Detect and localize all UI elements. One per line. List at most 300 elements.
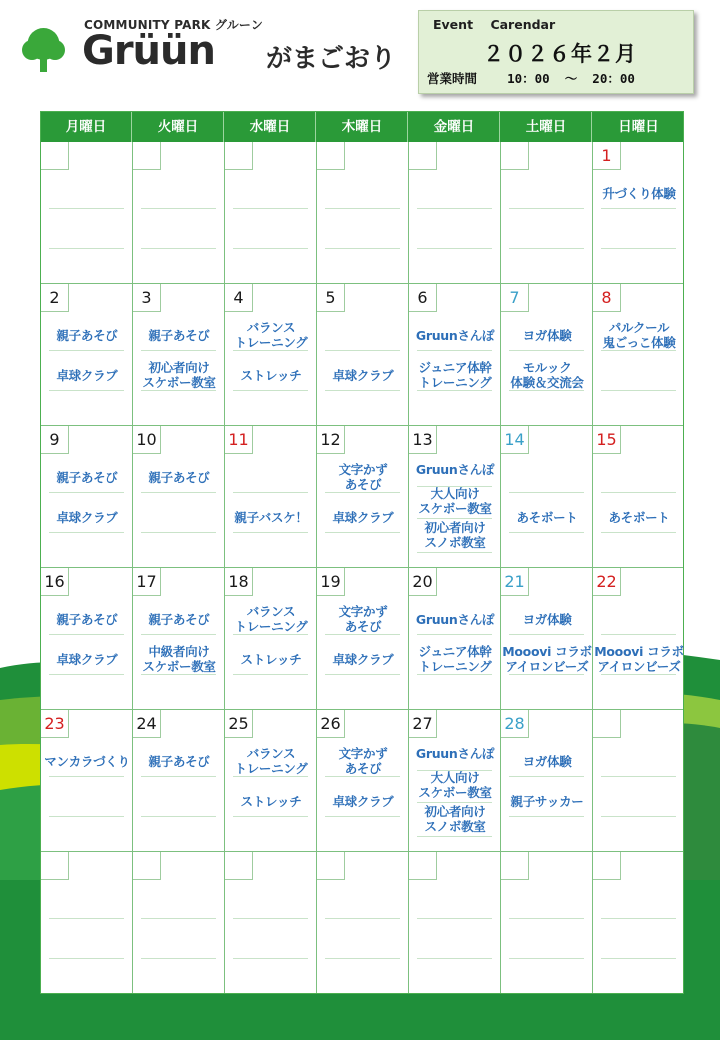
event-slot-line	[233, 248, 308, 249]
event-label-line: ヨガ体験	[522, 328, 572, 343]
day-number: 12	[317, 426, 345, 454]
day-number	[593, 710, 621, 738]
event-slot-line	[141, 390, 216, 391]
event-slot-line	[141, 634, 216, 635]
event-label	[41, 368, 133, 383]
day-number: 26	[317, 710, 345, 738]
event-label	[409, 328, 501, 343]
event-info-box	[418, 10, 694, 94]
calendar-day-cell	[501, 284, 593, 426]
calendar-day-cell	[593, 142, 683, 284]
weekday-sat: 土曜日	[501, 112, 592, 142]
calendar-month: ２０２６年２月	[483, 42, 637, 66]
calendar-day-cell	[317, 142, 409, 284]
event-slot-line	[417, 634, 492, 635]
event-slot-line	[601, 532, 676, 533]
calendar-day-cell	[593, 852, 683, 993]
event-slot-line	[49, 918, 124, 919]
event-label-line: Gruunさんぽ	[415, 612, 495, 627]
event-label	[409, 746, 501, 761]
brand-logo	[22, 14, 422, 84]
event-slot-line	[417, 918, 492, 919]
calendar-day-cell	[409, 852, 501, 993]
weekday-mon: 月曜日	[41, 112, 132, 142]
day-number: 6	[409, 284, 437, 312]
event-slot-line	[325, 674, 400, 675]
event-label	[133, 470, 225, 485]
event-label-line: バランス	[246, 746, 296, 761]
event-slot-line	[417, 552, 492, 553]
event-slot-line	[233, 390, 308, 391]
event-label-line: 親子あそび	[56, 612, 118, 627]
event-label	[409, 360, 501, 390]
day-number	[317, 142, 345, 170]
event-label-line: 体験＆交流会	[510, 375, 584, 390]
event-label	[501, 328, 593, 343]
calendar-day-cell	[593, 710, 683, 852]
event-label	[317, 462, 409, 492]
calendar-day-cell	[225, 852, 317, 993]
event-label	[409, 486, 501, 516]
event-label-line: トレーニング	[418, 659, 492, 674]
event-label-line: トレーニング	[418, 375, 492, 390]
event-label	[317, 510, 409, 525]
event-label	[225, 604, 317, 634]
event-slot-line	[141, 958, 216, 959]
event-label-line: バランス	[246, 320, 296, 335]
event-label-line: トレーニング	[234, 335, 308, 350]
day-number	[409, 852, 437, 880]
calendar-day-cell	[317, 426, 409, 568]
day-number: 8	[593, 284, 621, 312]
event-slot-line	[141, 918, 216, 919]
day-number: 4	[225, 284, 253, 312]
calendar-day-cell	[501, 852, 593, 993]
event-slot-line	[601, 674, 676, 675]
event-label-line: 卓球クラブ	[56, 652, 118, 667]
weekday-wed: 水曜日	[225, 112, 316, 142]
calendar-day-cell	[41, 142, 133, 284]
event-slot-line	[325, 350, 400, 351]
event-label-line: 親子あそび	[148, 612, 210, 627]
day-number: 28	[501, 710, 529, 738]
event-slot-line	[417, 802, 492, 803]
calendar-day-cell	[225, 710, 317, 852]
event-label	[225, 510, 317, 525]
event-calendar-label: Event Carendar	[433, 17, 556, 32]
day-number: 3	[133, 284, 161, 312]
event-slot-line	[325, 776, 400, 777]
event-slot-line	[141, 816, 216, 817]
calendar-day-cell	[317, 284, 409, 426]
event-slot-line	[417, 836, 492, 837]
event-slot-line	[417, 958, 492, 959]
event-label-line: スケボー教室	[418, 785, 492, 800]
day-number	[133, 142, 161, 170]
event-slot-line	[417, 208, 492, 209]
event-slot-line	[325, 248, 400, 249]
event-label	[593, 510, 685, 525]
calendar-day-cell	[409, 142, 501, 284]
event-label-line: ストレッチ	[240, 652, 302, 667]
event-slot-line	[141, 350, 216, 351]
day-number: 25	[225, 710, 253, 738]
day-number: 20	[409, 568, 437, 596]
event-slot-line	[325, 208, 400, 209]
event-label-line: Gruunさんぽ	[415, 746, 495, 761]
event-calendar	[40, 111, 684, 994]
calendar-day-cell	[593, 426, 683, 568]
event-slot-line	[325, 918, 400, 919]
day-number: 19	[317, 568, 345, 596]
event-label	[225, 746, 317, 776]
calendar-day-cell	[501, 426, 593, 568]
event-slot-line	[141, 248, 216, 249]
event-slot-line	[509, 208, 584, 209]
event-slot-line	[601, 816, 676, 817]
event-slot-line	[325, 532, 400, 533]
day-number	[41, 852, 69, 880]
day-number	[225, 142, 253, 170]
event-label-line: マンカラづくり	[44, 754, 130, 769]
day-number: 7	[501, 284, 529, 312]
event-slot-line	[49, 390, 124, 391]
event-slot-line	[325, 492, 400, 493]
event-label	[225, 794, 317, 809]
event-label-line: 初心者向け	[424, 804, 486, 819]
event-slot-line	[417, 518, 492, 519]
event-slot-line	[49, 816, 124, 817]
event-label-line: ストレッチ	[240, 368, 302, 383]
event-label-line: 卓球クラブ	[332, 368, 394, 383]
event-slot-line	[233, 208, 308, 209]
day-number	[133, 852, 161, 880]
day-number: 23	[41, 710, 69, 738]
day-number: 22	[593, 568, 621, 596]
event-label-line: スケボー教室	[418, 501, 492, 516]
event-label-line: 初心者向け	[148, 360, 210, 375]
weekday-header	[41, 112, 683, 142]
calendar-day-cell	[133, 710, 225, 852]
calendar-day-cell	[225, 284, 317, 426]
event-label-line: 親子あそび	[148, 328, 210, 343]
event-label-line: あそボート	[516, 510, 578, 525]
calendar-day-cell	[409, 568, 501, 710]
event-label-line: パルクール	[608, 320, 670, 335]
calendar-day-cell	[317, 710, 409, 852]
event-slot-line	[233, 532, 308, 533]
event-label-line: ストレッチ	[240, 794, 302, 809]
day-number: 10	[133, 426, 161, 454]
event-label	[133, 612, 225, 627]
event-slot-line	[601, 208, 676, 209]
event-label-line: 初心者向け	[424, 520, 486, 535]
day-number: 2	[41, 284, 69, 312]
calendar-day-cell	[593, 284, 683, 426]
event-label	[225, 652, 317, 667]
day-number: 11	[225, 426, 253, 454]
event-slot-line	[509, 918, 584, 919]
calendar-day-cell	[409, 710, 501, 852]
event-label	[41, 510, 133, 525]
day-number: 24	[133, 710, 161, 738]
day-number: 14	[501, 426, 529, 454]
event-label-line: 鬼ごっこ体験	[602, 335, 676, 350]
event-label	[133, 644, 225, 674]
event-label-line: 文字かず	[338, 604, 388, 619]
calendar-day-cell	[41, 568, 133, 710]
event-label	[133, 754, 225, 769]
business-hours: 営業時間 10：00 ～ 20：00	[427, 71, 635, 86]
event-slot-line	[49, 208, 124, 209]
event-label-line: トレーニング	[234, 761, 308, 776]
event-slot-line	[49, 634, 124, 635]
event-label-line: 卓球クラブ	[332, 510, 394, 525]
calendar-day-cell	[133, 142, 225, 284]
event-label-line: ヨガ体験	[522, 612, 572, 627]
event-label-line: スケボー教室	[142, 659, 216, 674]
event-label	[317, 652, 409, 667]
event-slot-line	[233, 634, 308, 635]
calendar-day-cell	[133, 426, 225, 568]
event-slot-line	[141, 208, 216, 209]
event-slot-line	[417, 350, 492, 351]
event-slot-line	[325, 958, 400, 959]
event-slot-line	[141, 776, 216, 777]
day-number	[317, 852, 345, 880]
calendar-day-cell	[317, 852, 409, 993]
day-number: 1	[593, 142, 621, 170]
event-label	[41, 652, 133, 667]
day-number: 13	[409, 426, 437, 454]
day-number: 18	[225, 568, 253, 596]
event-label	[133, 360, 225, 390]
event-label	[41, 754, 133, 769]
day-number: 21	[501, 568, 529, 596]
calendar-day-cell	[41, 284, 133, 426]
event-label-line: 親子サッカー	[510, 794, 584, 809]
event-label	[409, 804, 501, 834]
event-label	[409, 520, 501, 550]
day-number: 17	[133, 568, 161, 596]
event-label	[501, 612, 593, 627]
event-slot-line	[49, 674, 124, 675]
event-label-line: トレーニング	[234, 619, 308, 634]
event-slot-line	[233, 776, 308, 777]
event-label-line: Gruunさんぽ	[415, 462, 495, 477]
event-label	[41, 470, 133, 485]
event-label-line: アイロンビーズ	[597, 659, 681, 674]
event-label	[501, 360, 593, 390]
event-slot-line	[233, 492, 308, 493]
event-slot-line	[509, 248, 584, 249]
calendar-day-cell	[225, 142, 317, 284]
day-number	[41, 142, 69, 170]
event-label-line: 親子あそび	[148, 470, 210, 485]
event-slot-line	[601, 918, 676, 919]
event-label-line: あそび	[344, 619, 382, 634]
event-slot-line	[509, 532, 584, 533]
day-number	[409, 142, 437, 170]
event-label	[593, 320, 685, 350]
weekday-tue: 火曜日	[133, 112, 224, 142]
calendar-day-cell	[317, 568, 409, 710]
event-label-line: Mooovi コラボ	[502, 644, 592, 659]
event-label	[41, 328, 133, 343]
calendar-day-cell	[409, 284, 501, 426]
event-slot-line	[509, 776, 584, 777]
event-slot-line	[601, 634, 676, 635]
weekday-thu: 木曜日	[317, 112, 408, 142]
day-number: 9	[41, 426, 69, 454]
event-label	[317, 794, 409, 809]
calendar-day-cell	[41, 710, 133, 852]
event-slot-line	[49, 492, 124, 493]
event-slot-line	[509, 350, 584, 351]
event-label-line: 文字かず	[338, 462, 388, 477]
event-label-line: 大人向け	[430, 770, 480, 785]
event-label-line: ヨガ体験	[522, 754, 572, 769]
event-slot-line	[49, 350, 124, 351]
event-label	[317, 746, 409, 776]
day-number: 27	[409, 710, 437, 738]
event-slot-line	[49, 958, 124, 959]
event-label-line: 卓球クラブ	[332, 652, 394, 667]
calendar-day-cell	[41, 426, 133, 568]
event-slot-line	[233, 918, 308, 919]
event-label-line: 卓球クラブ	[332, 794, 394, 809]
event-slot-line	[601, 958, 676, 959]
event-label	[317, 604, 409, 634]
event-slot-line	[325, 390, 400, 391]
event-label	[501, 754, 593, 769]
event-slot-line	[325, 816, 400, 817]
event-label	[41, 612, 133, 627]
day-number	[501, 142, 529, 170]
calendar-day-cell	[501, 568, 593, 710]
event-label-line: モルック	[522, 360, 572, 375]
event-label	[593, 186, 685, 201]
brand-tagline: COMMUNITY PARK グルーン	[84, 18, 264, 32]
event-slot-line	[141, 532, 216, 533]
event-label	[501, 644, 593, 674]
calendar-day-cell	[409, 426, 501, 568]
event-label	[409, 644, 501, 674]
event-label-line: 卓球クラブ	[56, 368, 118, 383]
event-slot-line	[141, 492, 216, 493]
calendar-day-cell	[501, 710, 593, 852]
event-label-line: 親子あそび	[56, 328, 118, 343]
event-slot-line	[233, 350, 308, 351]
calendar-day-cell	[133, 852, 225, 993]
event-slot-line	[233, 958, 308, 959]
event-slot-line	[233, 674, 308, 675]
event-slot-line	[417, 248, 492, 249]
event-slot-line	[141, 674, 216, 675]
event-label-line: 升づくり体験	[602, 186, 676, 201]
calendar-day-cell	[41, 852, 133, 993]
weekday-fri: 金曜日	[409, 112, 500, 142]
event-label	[409, 770, 501, 800]
event-slot-line	[509, 958, 584, 959]
event-label	[501, 510, 593, 525]
event-label-line: あそび	[344, 761, 382, 776]
event-label	[225, 368, 317, 383]
event-label-line: 大人向け	[430, 486, 480, 501]
event-label-line: スノボ教室	[424, 819, 486, 834]
event-label	[317, 368, 409, 383]
event-slot-line	[49, 776, 124, 777]
event-label-line: アイロンビーズ	[505, 659, 589, 674]
event-label	[501, 794, 593, 809]
day-number: 5	[317, 284, 345, 312]
event-slot-line	[49, 248, 124, 249]
day-number	[593, 852, 621, 880]
brand-name: Grüün	[82, 28, 215, 74]
tree-icon	[22, 26, 66, 74]
event-label	[225, 320, 317, 350]
event-label	[133, 328, 225, 343]
event-label-line: ジュニア体幹	[418, 644, 492, 659]
event-slot-line	[601, 350, 676, 351]
event-slot-line	[601, 492, 676, 493]
event-label-line: あそび	[344, 477, 382, 492]
calendar-day-cell	[593, 568, 683, 710]
calendar-day-cell	[133, 568, 225, 710]
day-number: 15	[593, 426, 621, 454]
event-slot-line	[601, 390, 676, 391]
calendar-day-cell	[225, 426, 317, 568]
event-label-line: あそボート	[608, 510, 670, 525]
weekday-sun: 日曜日	[618, 119, 659, 135]
event-slot-line	[509, 634, 584, 635]
event-slot-line	[325, 634, 400, 635]
day-number: 16	[41, 568, 69, 596]
calendar-day-cell	[501, 142, 593, 284]
event-slot-line	[509, 390, 584, 391]
event-slot-line	[509, 674, 584, 675]
event-label-line: 卓球クラブ	[56, 510, 118, 525]
event-slot-line	[417, 674, 492, 675]
day-number	[225, 852, 253, 880]
event-slot-line	[233, 816, 308, 817]
event-slot-line	[49, 532, 124, 533]
calendar-day-cell	[225, 568, 317, 710]
event-label-line: 文字かず	[338, 746, 388, 761]
event-label-line: Mooovi コラボ	[594, 644, 684, 659]
event-label-line: スノボ教室	[424, 535, 486, 550]
event-label	[593, 644, 685, 674]
event-label-line: バランス	[246, 604, 296, 619]
event-slot-line	[509, 816, 584, 817]
event-label	[409, 462, 501, 477]
event-label-line: 親子あそび	[56, 470, 118, 485]
event-slot-line	[601, 248, 676, 249]
event-slot-line	[417, 390, 492, 391]
event-label-line: スケボー教室	[142, 375, 216, 390]
location-name: がまごおり	[266, 44, 397, 74]
event-label-line: Gruunさんぽ	[415, 328, 495, 343]
calendar-day-cell	[133, 284, 225, 426]
event-slot-line	[601, 776, 676, 777]
day-number	[501, 852, 529, 880]
event-slot-line	[509, 492, 584, 493]
event-label-line: 中級者向け	[148, 644, 210, 659]
event-label-line: ジュニア体幹	[418, 360, 492, 375]
event-label-line: 親子あそび	[148, 754, 210, 769]
event-label	[409, 612, 501, 627]
event-label-line: 親子バスケ！	[234, 510, 308, 525]
